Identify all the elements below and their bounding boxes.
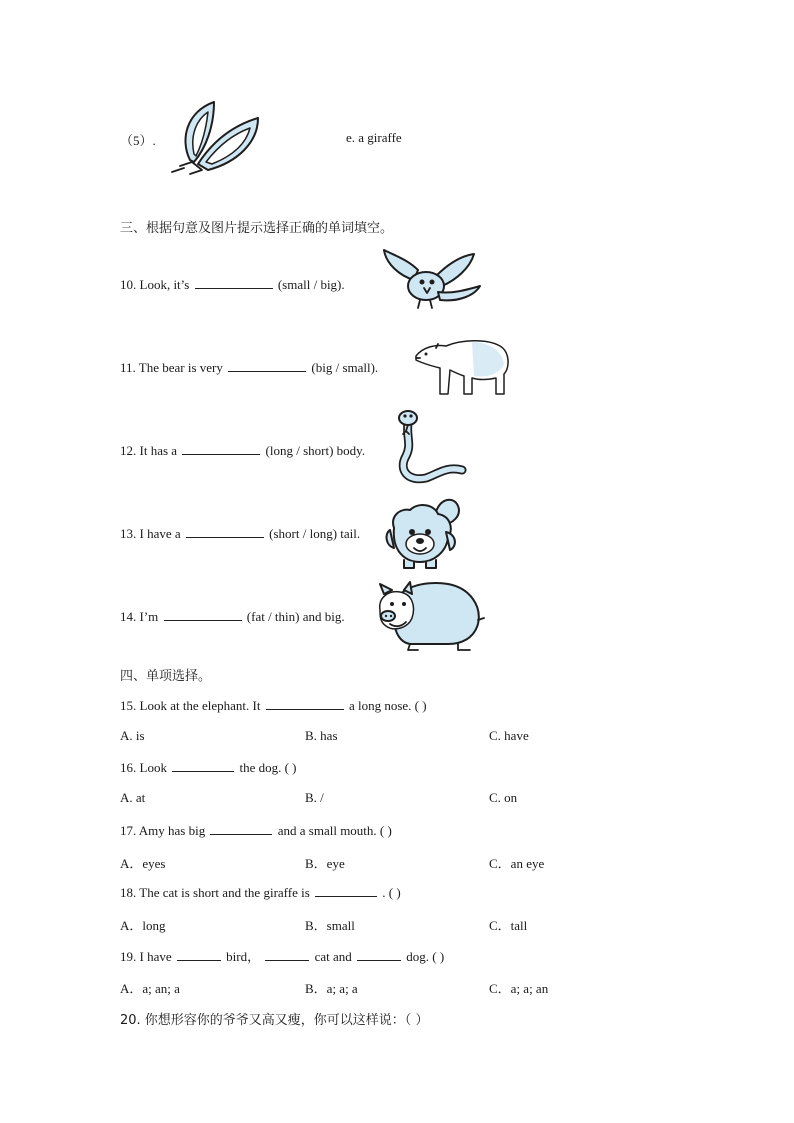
question-11 [120, 359, 378, 376]
question-15-text: 15. Look at the elephant. It [120, 698, 261, 713]
answer-blank-15[interactable] [266, 697, 344, 710]
option-19-c[interactable]: C．a; a; an [489, 981, 549, 996]
polar-bear-icon [412, 334, 512, 400]
question-13-text: 13. I have a [120, 526, 181, 541]
section4-heading: 四、单项选择。 [120, 669, 212, 684]
match-item-number: （5）. [120, 133, 156, 148]
option-19-b[interactable]: B．a; a; a [305, 981, 358, 996]
question-11-text: 11. The bear is very [120, 360, 223, 375]
answer-blank-12[interactable] [182, 442, 260, 455]
question-14-text: 14. I’m [120, 609, 159, 624]
answer-blank-19a[interactable] [177, 948, 221, 961]
option-18-c[interactable]: C．tall [489, 918, 528, 933]
answer-blank-18[interactable] [315, 884, 377, 897]
option-17-b[interactable]: B．eye [305, 856, 345, 871]
question-17-text: 17. Amy has big [120, 823, 206, 838]
question-19-tail: dog. ( ) [406, 949, 445, 964]
question-12-text: 12. It has a [120, 443, 178, 458]
question-16-text: 16. Look [120, 760, 167, 775]
question-17 [120, 822, 392, 839]
rabbit-ears-icon [168, 100, 268, 180]
option-15-a[interactable]: A. is [120, 728, 145, 743]
question-18 [120, 884, 401, 901]
pig-icon [374, 578, 484, 652]
answer-blank-10[interactable] [195, 276, 273, 289]
question-15-tail: a long nose. ( ) [348, 698, 427, 713]
question-20: 20. 你想形容你的爷爷又高又瘦，你可以这样说：（ ） [120, 1013, 429, 1028]
question-11-options: (big / small). [311, 360, 379, 375]
match-item-answer: e. a giraffe [346, 130, 402, 145]
option-16-b[interactable]: B. / [305, 790, 324, 805]
option-15-b[interactable]: B. has [305, 728, 338, 743]
question-14-options: (fat / thin) and big. [246, 609, 345, 624]
question-17-tail: and a small mouth. ( ) [277, 823, 392, 838]
question-13 [120, 525, 360, 542]
question-15 [120, 697, 427, 714]
dog-icon [384, 494, 464, 570]
question-12 [120, 442, 365, 459]
answer-blank-13[interactable] [186, 525, 264, 538]
option-17-c[interactable]: C．an eye [489, 856, 545, 871]
answer-blank-16[interactable] [172, 759, 234, 772]
option-18-a[interactable]: A．long [120, 918, 166, 933]
option-18-b[interactable]: B．small [305, 918, 355, 933]
answer-blank-19b[interactable] [265, 948, 309, 961]
answer-blank-11[interactable] [228, 359, 306, 372]
question-10-text: 10. Look, it’s [120, 277, 190, 292]
answer-blank-14[interactable] [164, 608, 242, 621]
question-19-part3: cat and [314, 949, 352, 964]
question-19 [120, 946, 444, 965]
question-16 [120, 759, 297, 776]
question-10-options: (small / big). [277, 277, 345, 292]
question-13-options: (short / long) tail. [269, 526, 361, 541]
question-19-text: 19. I have [120, 949, 172, 964]
question-14 [120, 608, 345, 625]
question-18-text: 18. The cat is short and the giraffe is [120, 885, 310, 900]
option-16-c[interactable]: C. on [489, 790, 518, 805]
option-17-a[interactable]: A．eyes [120, 856, 166, 871]
question-12-options: (long / short) body. [265, 443, 366, 458]
section3-heading: 三、根据句意及图片提示选择正确的单词填空。 [120, 221, 394, 236]
option-19-a[interactable]: A．a; an; a [120, 981, 180, 996]
answer-blank-17[interactable] [210, 822, 272, 835]
question-19-part2: bird， [226, 949, 261, 964]
option-15-c[interactable]: C. have [489, 728, 529, 743]
question-18-tail: . ( ) [382, 885, 401, 900]
option-16-a[interactable]: A. at [120, 790, 146, 805]
bird-icon [382, 246, 482, 310]
question-10 [120, 276, 345, 293]
question-16-tail: the dog. ( ) [239, 760, 297, 775]
answer-blank-19c[interactable] [357, 948, 401, 961]
snake-icon [392, 408, 472, 490]
